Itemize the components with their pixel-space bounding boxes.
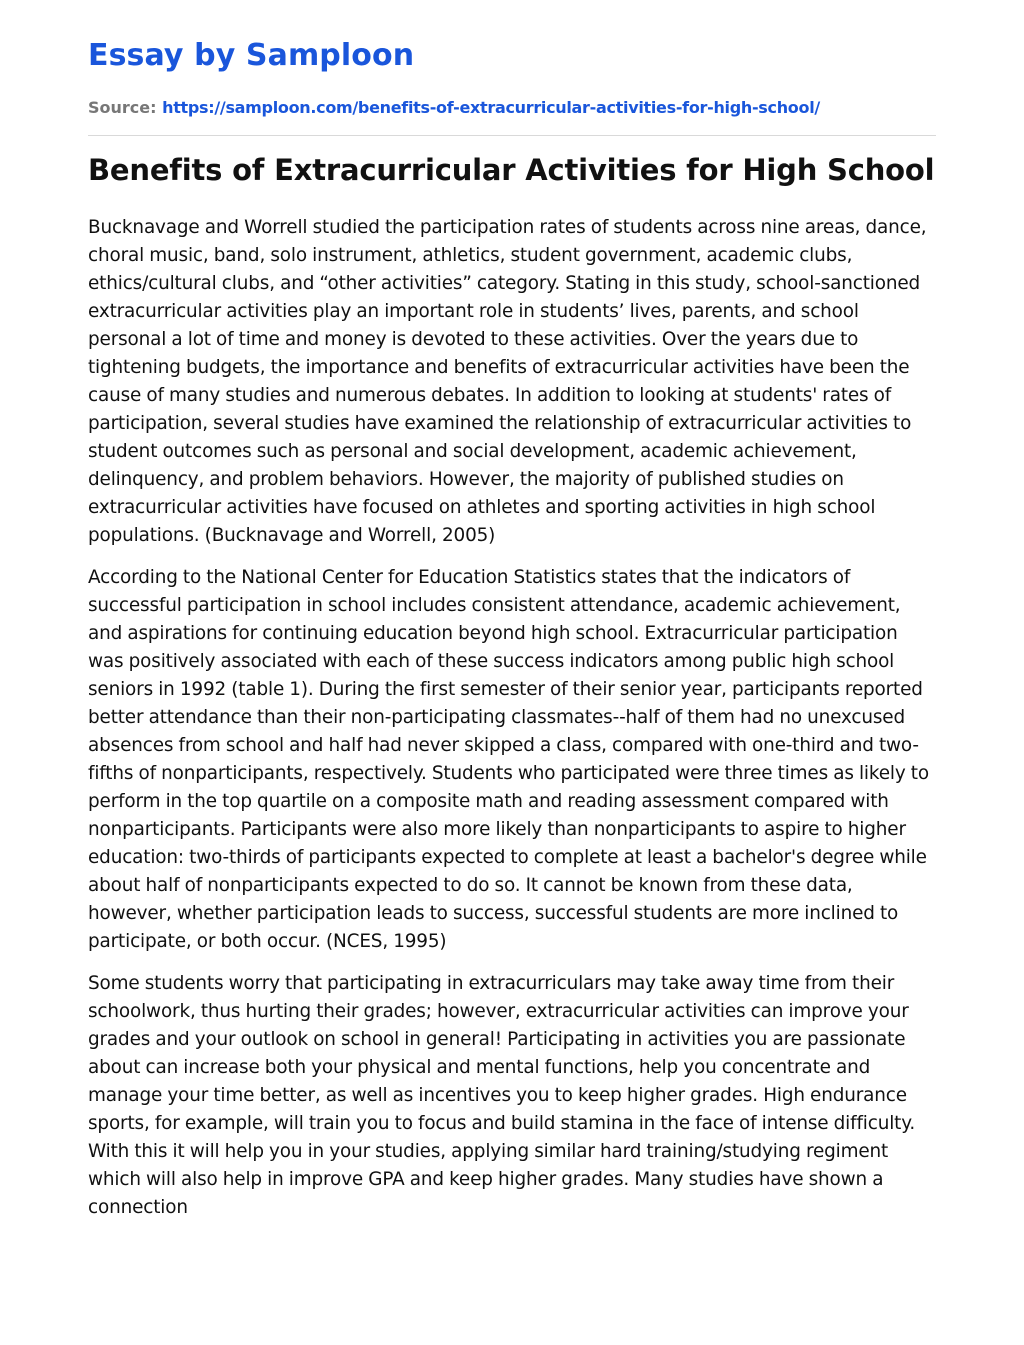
paragraph-3: Some students worry that participating in extracurriculars may take away time from their schoolwork, thus hurting their grades; however, extracurricular activities can improve your grades and your outlook on school in general! Participating in activities you are passionate about can increase both your physical and mental functions, help you concentrate and manage your time better, as well as incentives you to keep higher grades. High endurance sports, for example, will train you to focus and build stamina in the face of intense difficulty. With this it will help you in your studies, applying similar hard training/studying regiment which will also help in improve GPA and keep higher grades. Many studies have shown a connection <box>88 973 916 1218</box>
source-link[interactable]: https://samploon.com/benefits-of-extracurricular-activities-for-high-school/ <box>162 98 820 117</box>
essay-body <box>88 214 936 1222</box>
source-label: Source: <box>88 98 157 117</box>
paragraph-2: According to the National Center for Education Statistics states that the indicators of successful participation in school includes consistent attendance, academic achievement, and aspirations for continuing education beyond high school. Extracurricular participation was positively associated with each of these success indicators among public high school seniors in 1992 (table 1). During the first semester of their senior year, participants reported better attendance than their non-participating classmates--half of them had no unexcused absences from school and half had never skipped a class, compared with one-third and two-fifths of nonparticipants, respectively. Students who participated were three times as likely to perform in the top quartile on a composite math and reading assessment compared with nonparticipants. Participants were also more likely than nonparticipants to aspire to higher education: two-thirds of participants expected to complete at least a bachelor's degree while about half of nonparticipants expected to do so. It cannot be known from these data, however, whether participation leads to success, successful students are more inclined to participate, or both occur. (NCES, 1995) <box>88 567 929 952</box>
header-divider <box>88 135 936 136</box>
source-line <box>88 96 936 120</box>
brand-title: Essay by Samploon <box>88 38 415 73</box>
essay-title: Benefits of Extracurricular Activities for High School <box>88 153 935 187</box>
paragraph-1: Bucknavage and Worrell studied the participation rates of students across nine areas, dance, choral music, band, solo instrument, athletics, student government, academic clubs, ethics/cultural clubs, and “other activities” category. Stating in this study, school-sanctioned extracurricular activities play an important role in students’ lives, parents, and school personal a lot of time and money is devoted to these activities. Over the years due to tightening budgets, the importance and benefits of extracurricular activities have been the cause of many studies and numerous debates. In addition to looking at students' rates of participation, several studies have examined the relationship of extracurricular activities to student outcomes such as personal and social development, academic achievement, delinquency, and problem behaviors. However, the majority of published studies on extracurricular activities have focused on athletes and sporting activities in high school populations. (Bucknavage and Worrell, 2005) <box>88 217 927 546</box>
